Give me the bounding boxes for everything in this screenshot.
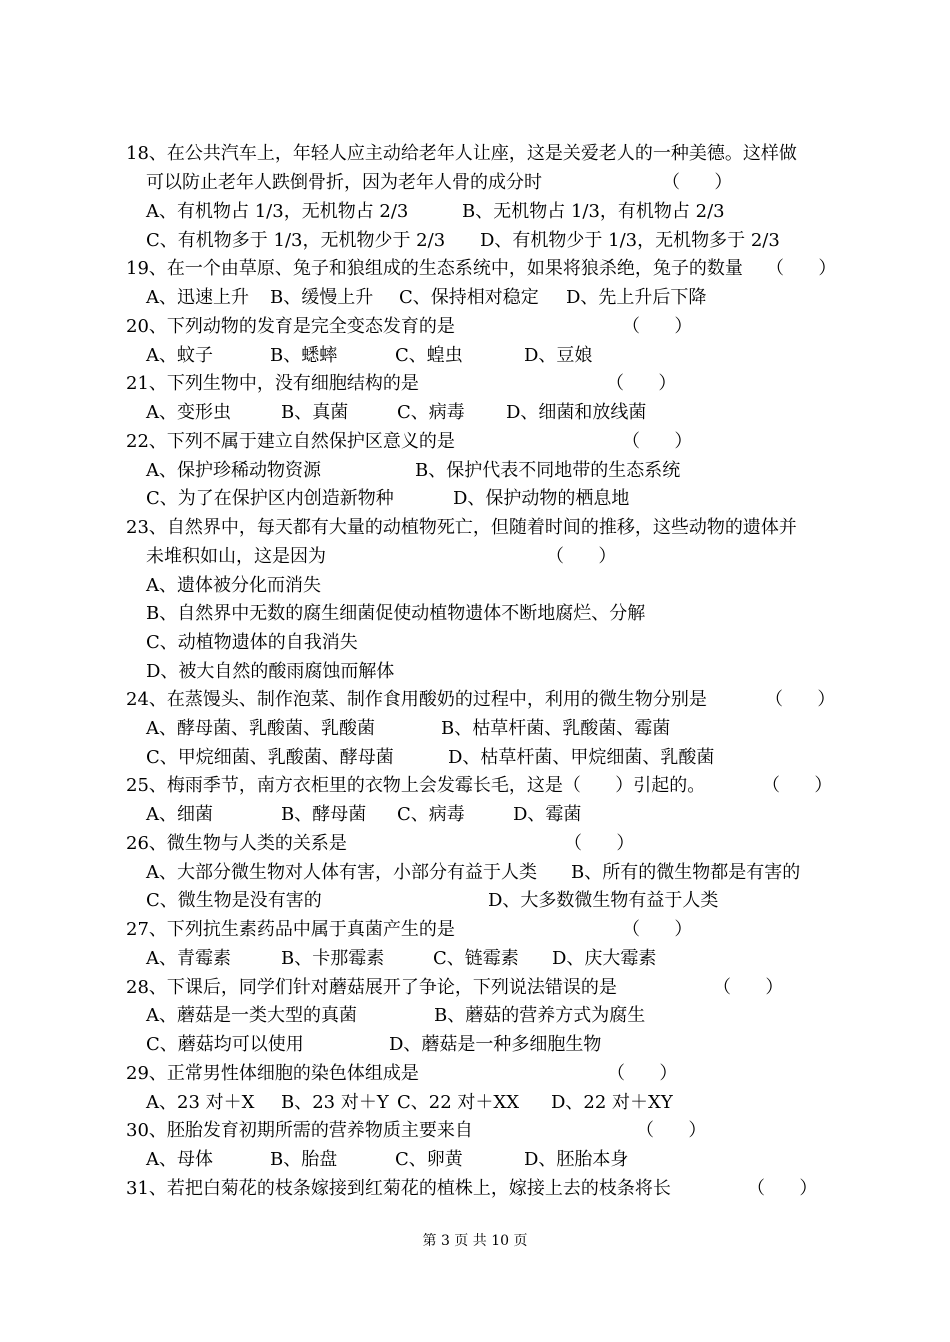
q23-option-a: A、遗体被分化而消失 [146,575,321,596]
q19-option-b: B、缓慢上升 [270,287,374,308]
q26-option-b: B、所有的微生物都是有害的 [571,862,801,883]
q21-option-b: B、真菌 [281,402,349,423]
q27-option-d: D、庆大霉素 [552,948,657,969]
q28-option-b: B、蘑菇的营养方式为腐生 [434,1005,646,1026]
q26-option-d: D、大多数微生物有益于人类 [488,890,719,911]
page-number-footer: 第 3 页 共 10 页 [422,1233,528,1249]
question-23-line-2: 未堆积如山，这是因为 [146,546,326,567]
q19-option-a: A、迅速上升 [146,287,249,308]
q25-option-a: A、细菌 [146,804,213,825]
q23-option-d: D、被大自然的酸雨腐蚀而解体 [146,661,395,682]
q24-option-b: B、枯草杆菌、乳酸菌、霉菌 [441,718,671,739]
question-21-answer-blank: （ ） [606,373,677,394]
question-31: 31、若把白菊花的枝条嫁接到红菊花的植株上，嫁接上去的枝条将长 [126,1178,671,1199]
q19-option-c: C、保持相对稳定 [399,287,539,308]
q20-option-c: C、蝗虫 [395,345,463,366]
q18-option-d: D、有机物少于 1/3，无机物多于 2/3 [480,230,780,251]
question-23-line-1: 23、自然界中，每天都有大量的动植物死亡，但随着时间的推移，这些动物的遗体并 [126,517,797,538]
question-28: 28、下课后，同学们针对蘑菇展开了争论，下列说法错误的是 [126,977,617,998]
q21-option-a: A、变形虫 [146,402,231,423]
q28-option-d: D、蘑菇是一种多细胞生物 [389,1034,602,1055]
q23-option-b: B、自然界中无数的腐生细菌促使动植物遗体不断地腐烂、分解 [146,603,646,624]
q27-option-c: C、链霉素 [433,948,519,969]
q18-option-b: B、无机物占 1/3，有机物占 2/3 [462,201,725,222]
q20-option-b: B、蟋蟀 [270,345,338,366]
q29-option-b: B、23 对＋Y [281,1092,389,1113]
question-18-line-2: 可以防止老年人跌倒骨折，因为老年人骨的成分时 [146,172,542,193]
question-27: 27、下列抗生素药品中属于真菌产生的是 [126,919,455,940]
q30-option-b: B、胎盘 [270,1149,338,1170]
q30-option-a: A、母体 [146,1149,213,1170]
question-25-answer-blank: （ ） [762,775,833,796]
q29-option-c: C、22 对＋XX [397,1092,520,1113]
q24-option-a: A、酵母菌、乳酸菌、乳酸菌 [146,718,375,739]
q24-option-d: D、枯草杆菌、甲烷细菌、乳酸菌 [448,747,715,768]
question-28-answer-blank: （ ） [713,977,784,998]
question-18-answer-blank: （ ） [662,172,733,193]
q18-option-a: A、有机物占 1/3，无机物占 2/3 [146,201,409,222]
question-22-answer-blank: （ ） [622,431,693,452]
question-25: 25、梅雨季节，南方衣柜里的衣物上会发霉长毛，这是（ ）引起的。 [126,775,706,796]
q22-option-a: A、保护珍稀动物资源 [146,460,321,481]
question-19: 19、在一个由草原、兔子和狼组成的生态系统中，如果将狼杀绝，兔子的数量 [126,258,743,279]
q27-option-a: A、青霉素 [146,948,231,969]
question-27-answer-blank: （ ） [622,919,693,940]
question-30-answer-blank: （ ） [636,1120,707,1141]
question-29: 29、正常男性体细胞的染色体组成是 [126,1063,419,1084]
q29-option-d: D、22 对＋XY [551,1092,673,1113]
question-19-answer-blank: （ ） [766,258,837,279]
q26-option-c: C、微生物是没有害的 [146,890,322,911]
q20-option-d: D、豆娘 [524,345,593,366]
q22-option-d: D、保护动物的栖息地 [453,488,630,509]
q28-option-c: C、蘑菇均可以使用 [146,1034,304,1055]
question-31-answer-blank: （ ） [747,1178,818,1199]
question-24-answer-blank: （ ） [765,689,836,710]
q22-option-c: C、为了在保护区内创造新物种 [146,488,394,509]
question-24: 24、在蒸馒头、制作泡菜、制作食用酸奶的过程中，利用的微生物分别是 [126,689,707,710]
q18-option-c: C、有机物多于 1/3，无机物少于 2/3 [146,230,446,251]
question-22: 22、下列不属于建立自然保护区意义的是 [126,431,455,452]
question-20-answer-blank: （ ） [622,316,693,337]
question-21: 21、下列生物中，没有细胞结构的是 [126,373,419,394]
q29-option-a: A、23 对＋X [146,1092,255,1113]
q30-option-d: D、胚胎本身 [524,1149,629,1170]
question-30: 30、胚胎发育初期所需的营养物质主要来自 [126,1120,473,1141]
q21-option-c: C、病毒 [397,402,465,423]
q19-option-d: D、先上升后下降 [566,287,707,308]
q20-option-a: A、蚊子 [146,345,213,366]
question-18-line-1: 18、在公共汽车上，年轻人应主动给老年人让座，这是关爱老人的一种美德。这样做 [126,143,797,164]
q28-option-a: A、蘑菇是一类大型的真菌 [146,1005,357,1026]
q27-option-b: B、卡那霉素 [281,948,385,969]
q21-option-d: D、细菌和放线菌 [506,402,647,423]
q25-option-b: B、酵母菌 [281,804,367,825]
question-23-answer-blank: （ ） [546,546,617,567]
question-29-answer-blank: （ ） [607,1063,678,1084]
q26-option-a: A、大部分微生物对人体有害，小部分有益于人类 [146,862,537,883]
q25-option-d: D、霉菌 [513,804,582,825]
q30-option-c: C、卵黄 [395,1149,463,1170]
q22-option-b: B、保护代表不同地带的生态系统 [415,460,681,481]
question-20: 20、下列动物的发育是完全变态发育的是 [126,316,455,337]
question-26: 26、微生物与人类的关系是 [126,833,347,854]
q25-option-c: C、病毒 [397,804,465,825]
q23-option-c: C、动植物遗体的自我消失 [146,632,358,653]
q24-option-c: C、甲烷细菌、乳酸菌、酵母菌 [146,747,394,768]
question-26-answer-blank: （ ） [564,833,635,854]
